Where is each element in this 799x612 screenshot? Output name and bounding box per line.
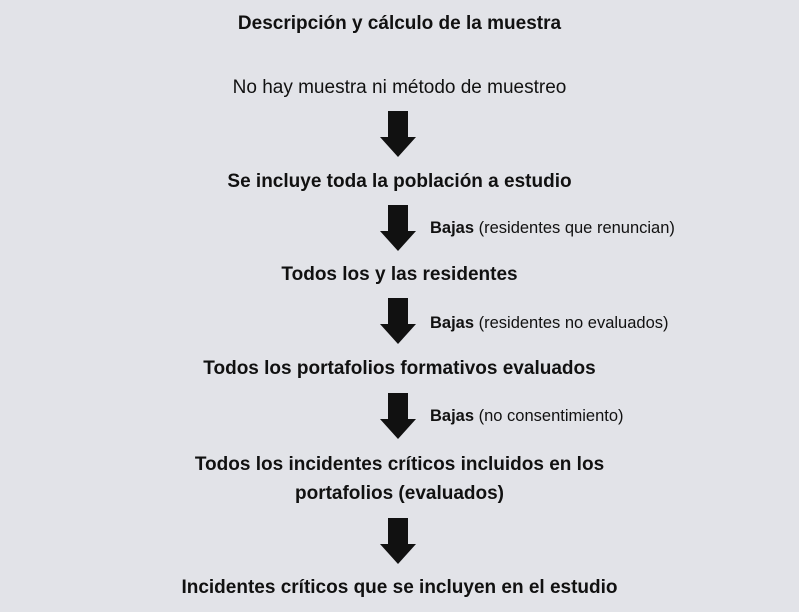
step-whole-population: Se incluye toda la población a estudio — [227, 171, 572, 192]
dropout-label: Bajas — [430, 219, 475, 237]
dropout-no-consent — [430, 406, 624, 426]
down-arrow-icon — [380, 205, 416, 251]
step-evaluated-portfolios: Todos los portafolios formativos evaluados — [203, 358, 596, 379]
dropout-detail: (residentes que renuncian) — [478, 219, 675, 237]
step-no-sample: No hay muestra ni método de muestreo — [232, 77, 567, 98]
dropout-residents-not-evaluated — [430, 313, 669, 333]
step-incidents-line2: portafolios (evaluados) — [294, 483, 505, 504]
down-arrow-icon — [380, 393, 416, 439]
dropout-residents-quit — [430, 218, 675, 238]
down-arrow-icon — [380, 298, 416, 344]
step-final-incidents: Incidentes críticos que se incluyen en el estudio — [181, 577, 618, 598]
down-arrow-icon — [380, 518, 416, 564]
step-all-residents: Todos los y las residentes — [281, 264, 518, 285]
down-arrow-icon — [380, 111, 416, 157]
dropout-label: Bajas — [430, 314, 475, 332]
dropout-detail: (no consentimiento) — [478, 407, 624, 425]
step-incidents-line1: Todos los incidentes críticos incluidos en los — [194, 454, 605, 475]
dropout-label: Bajas — [430, 407, 475, 425]
dropout-detail: (residentes no evaluados) — [478, 314, 669, 332]
diagram-title: Descripción y cálculo de la muestra — [237, 13, 562, 34]
